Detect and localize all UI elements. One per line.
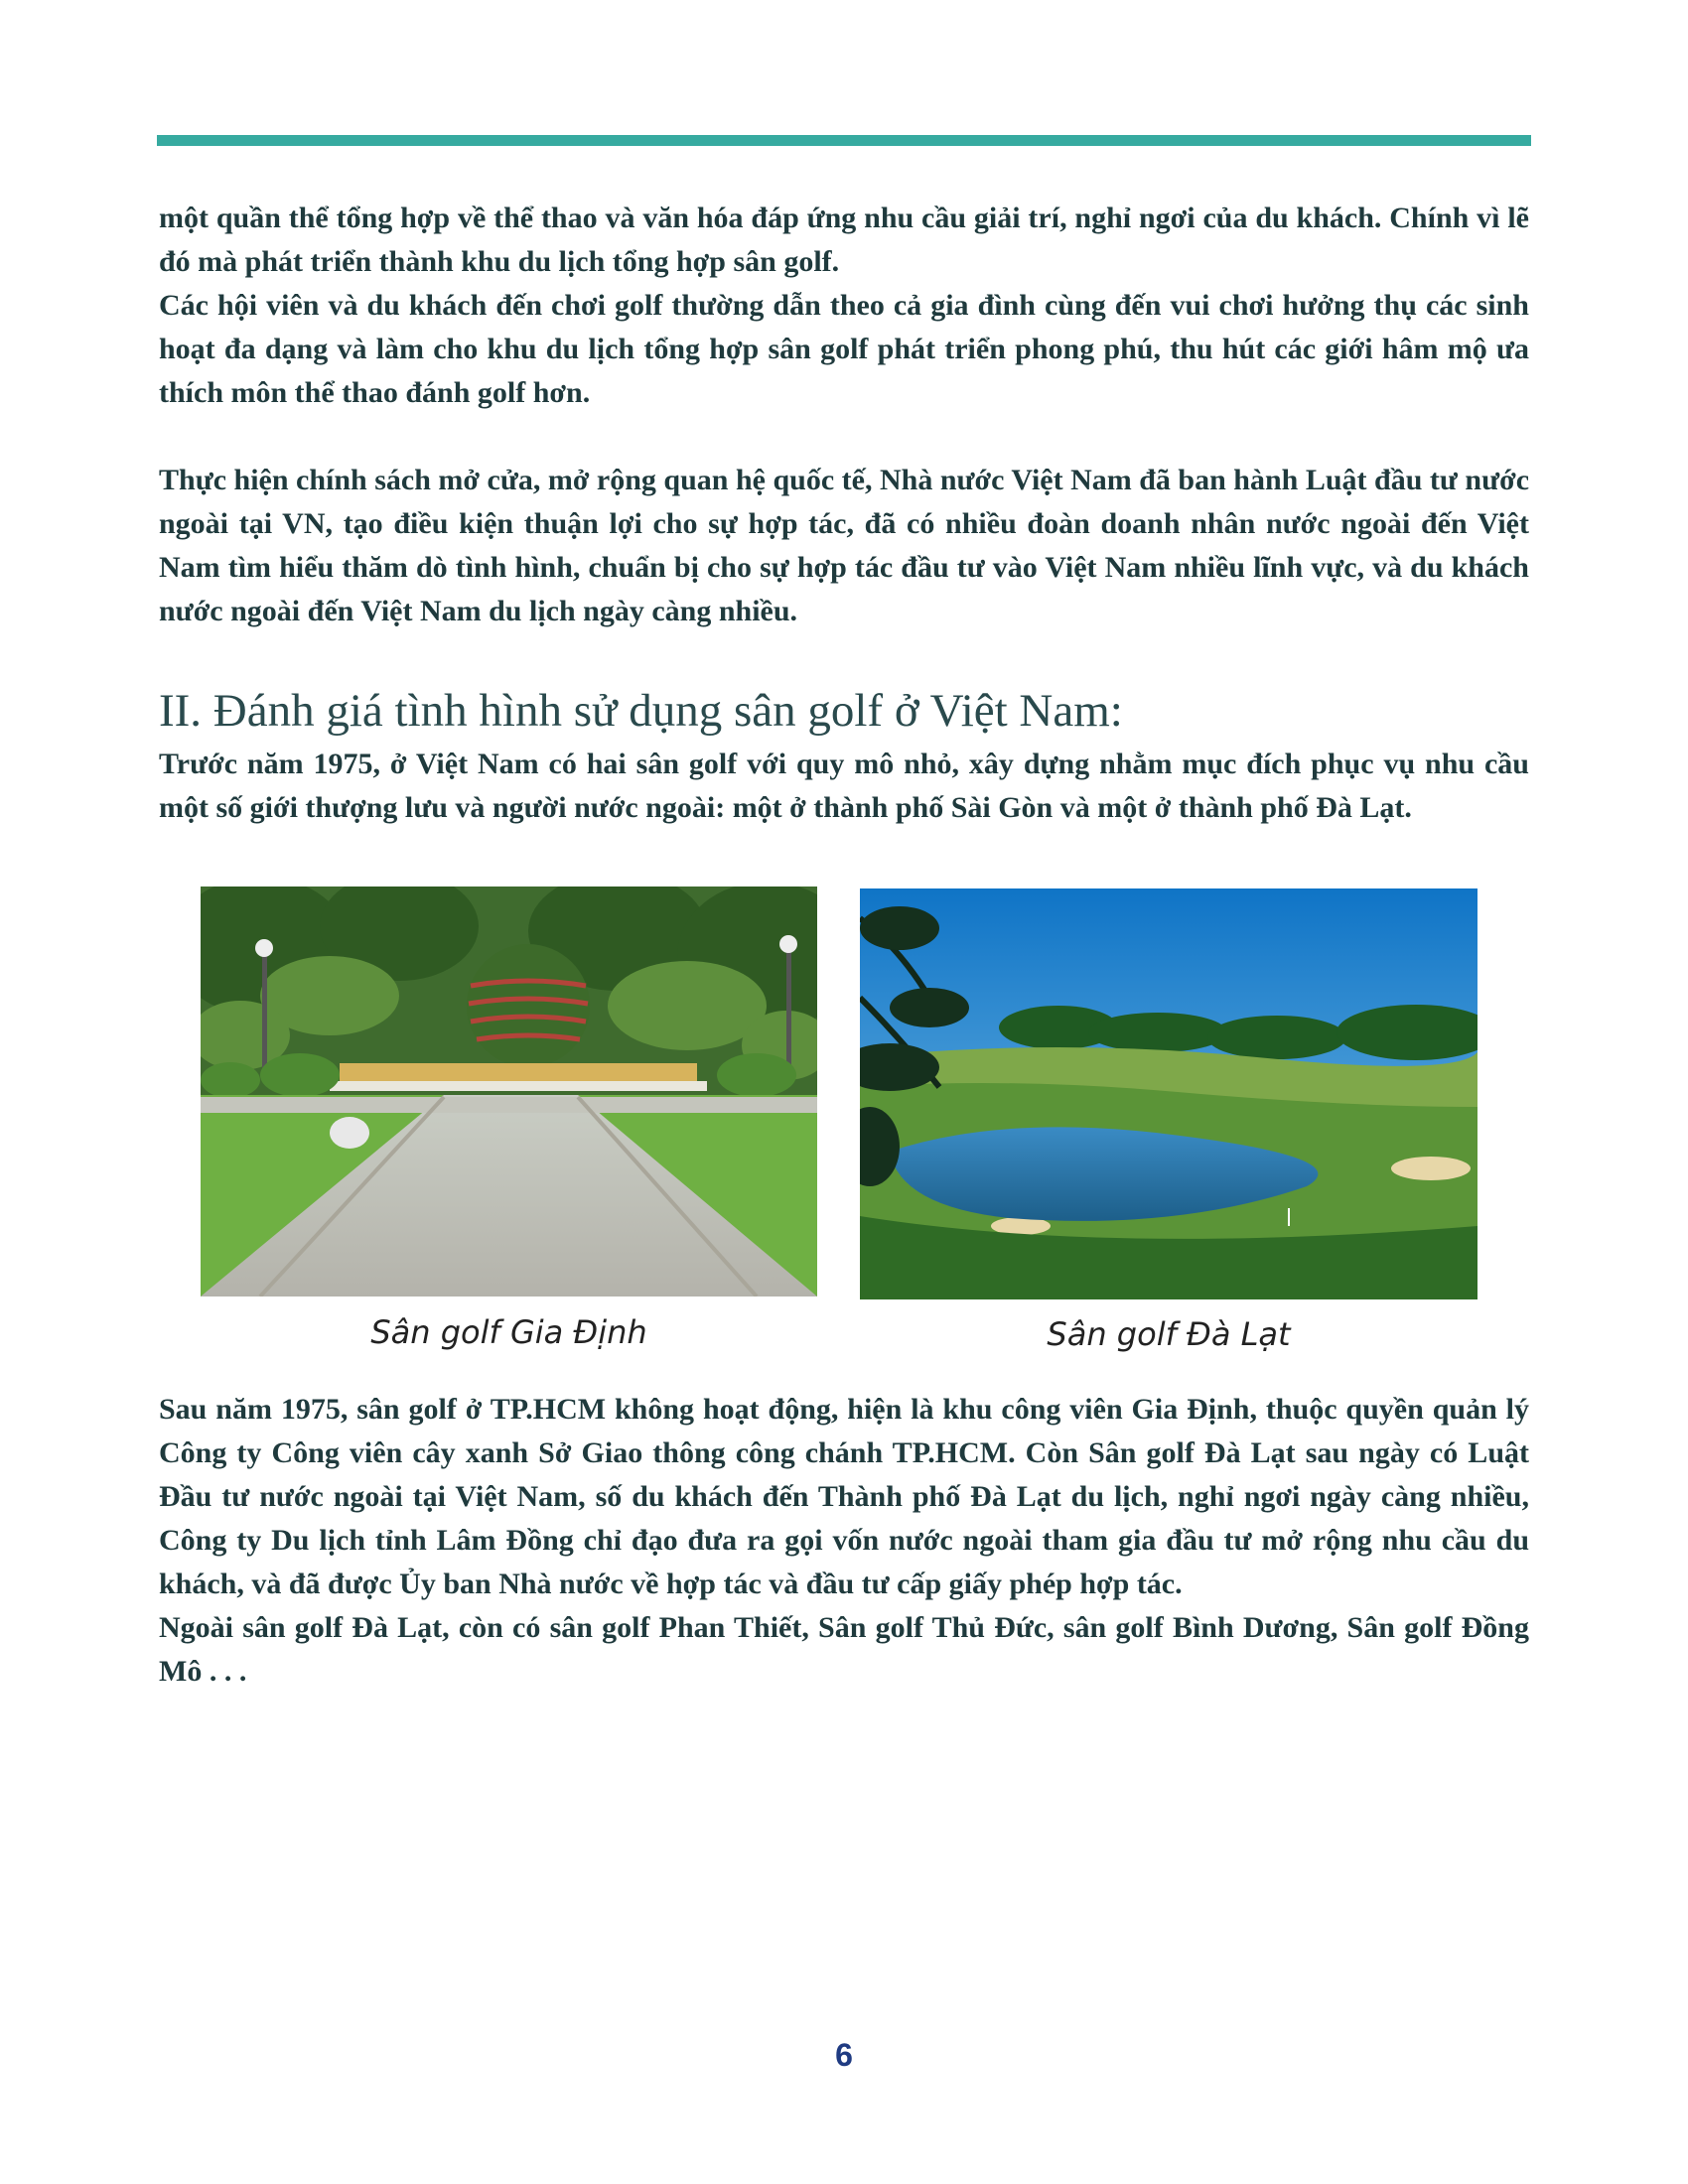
bottom-text-block — [159, 1388, 1529, 1694]
top-text-block — [159, 197, 1529, 633]
intro-text-block — [159, 743, 1529, 830]
park-image — [201, 887, 817, 1297]
paragraph: Các hội viên và du khách đến chơi golf thường dẫn theo cả gia đình cùng đến vui chơi hưởng thụ các sinh hoạt đa dạng và làm cho khu du lịch tổng hợp sân golf phát triển phong phú, thu hút các giới hâm mộ ưa thích môn thể thao đánh golf hơn. — [159, 289, 1529, 409]
figure-caption: Sân golf Gia Định — [370, 1313, 647, 1351]
figure-caption: Sân golf Đà Lạt — [1047, 1315, 1291, 1353]
paragraph: Ngoài sân golf Đà Lạt, còn có sân golf Phan Thiết, Sân golf Thủ Đức, sân golf Bình Dương, Sân golf Đồng Mô . . . — [159, 1611, 1529, 1688]
gia-dinh-park-photo — [201, 887, 817, 1297]
paragraph: Thực hiện chính sách mở cửa, mở rộng quan hệ quốc tế, Nhà nước Việt Nam đã ban hành Luật đầu tư nước ngoài tại VN, tạo điều kiện thuận lợi cho sự hợp tác, đã có nhiều đoàn doanh nhân nước ngoài đến Việt Nam tìm hiểu thăm dò tình hình, chuẩn bị cho sự hợp tác đầu tư vào Việt Nam nhiều lĩnh vực, và du khách nước ngoài đến Việt Nam du lịch ngày càng nhiều. — [159, 464, 1530, 627]
paragraph: Trước năm 1975, ở Việt Nam có hai sân golf với quy mô nhỏ, xây dựng nhằm mục đích phục vụ nhu cầu một số giới thượng lưu và người nước ngoài: một ở thành phố Sài Gòn và một ở thành phố Đà Lạt. — [159, 748, 1529, 824]
section-heading: II. Đánh giá tình hình sử dụng sân golf ở Việt Nam: — [159, 685, 1123, 737]
paragraph: Sau năm 1975, sân golf ở TP.HCM không hoạt động, hiện là khu công viên Gia Định, thuộc quyền quản lý Công ty Công viên cây xanh Sở Giao thông công chánh TP.HCM. Còn Sân golf Đà Lạt sau ngày có Luật Đầu tư nước ngoài tại Việt Nam, số du khách đến Thành phố Đà Lạt du lịch, nghỉ ngơi ngày càng nhiều, Công ty Du lịch tỉnh Lâm Đồng chỉ đạo đưa ra gọi vốn nước ngoài tham gia đầu tư mở rộng nhu cầu du khách, và đã được Ủy ban Nhà nước về hợp tác và đầu tư cấp giấy phép hợp tác. — [159, 1393, 1529, 1600]
paragraph: một quần thể tổng hợp về thể thao và văn hóa đáp ứng nhu cầu giải trí, nghỉ ngơi của du khách. Chính vì lẽ đó mà phát triển thành khu du lịch tổng hợp sân golf. — [159, 202, 1529, 278]
da-lat-golf-photo — [860, 888, 1477, 1299]
golf-course-image — [860, 888, 1477, 1299]
page-number: 6 — [835, 2037, 853, 2073]
header-divider — [157, 135, 1531, 146]
